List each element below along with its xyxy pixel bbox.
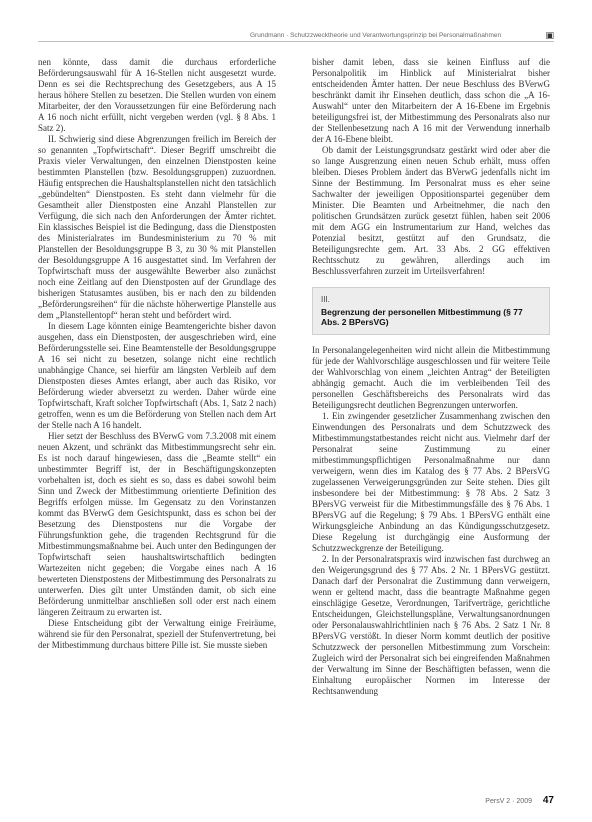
body-paragraph: In Personalangelegenheiten wird nicht allein die Mitbestimmung für jede der Wahlvorschläge ausgeschlossen und für weitere Teile der Wahlvorschlag von einem „leichten Antrag“ der Beteiligten abhängig gemacht. Auch die im verbleibenden Teil des personellen Geschäftsbereichs des Personalrats wird das Beteiligungsrecht deutlichen Begrenzungen unterworfen. xyxy=(312,345,550,410)
left-column xyxy=(38,57,276,651)
issue-label: PersV 2 · 2009 xyxy=(485,798,532,805)
body-paragraph: 1. Ein zwingender gesetzlicher Zusammenhang zwischen den Einwendungen des Personalrats und dem Schutzzweck des Mitbestimmungstatbestandes reicht nicht aus. Vielmehr darf der Personalrat seine Zustimmung zu einer mitbestimmungspflichtigen Personalmaßnahme nur dann verweigern, wenn dies im Katalog des § 77 Abs. 2 BPersVG zugelassenen Verweigerungsgründen zur Seite stehen. Dies gilt insbesondere bei der Mitbestimmung: § 78 Abs. 2 Satz 3 BPersVG verweist für die Mitbestimmungsfälle des § 76 Abs. 1 BPersVG auf die Regelung; § 79 Abs. 1 BPersVG enthält eine Wirkungsgleiche Anbindung an das Kündigungsschutzgesetz. Diese Regelung ist durchgängig eine Ausformung der Schutzzweckgrenze der Beteiligung. xyxy=(312,411,550,553)
header-rule xyxy=(38,41,554,42)
running-header xyxy=(38,30,554,44)
section-heading-box xyxy=(312,287,550,335)
running-title: Grundmann · Schutzzwecktheorie und Verantwortungsprinzip bei Personalmaßnahmen xyxy=(250,32,502,39)
body-paragraph: II. Schwierig sind diese Abgrenzungen freilich im Bereich der so genannten „Topfwirtschaft“. Dieser Begriff umschreibt die Praxis vieler Verwaltungen, den einzelnen Dienstposten keine bestimmten Planstellen (bzw. Besoldungsgruppen) zuzuordnen. Häufig entsprechen die Haushaltsplanstellen nicht den tatsächlich „gebündelten“ Dienstposten. Es steht dann vielmehr für die Gesamtheit aller Dienstposten eine Anzahl Planstellen zur Verfügung, die sich nach den Anforderungen der Ämter richtet. Ein klassisches Beispiel ist die Bedingung, dass die Dienstposten des Ministerialrates im Bundesministerium zu 70 % mit Planstellen der Besoldungsgruppe B 3, zu 30 % mit Planstellen der Besoldungsgruppe A 16 ausgestattet sind. Im Verfahren der Topfwirtschaft muss der ausgewählte Bewerber also zunächst noch eine Zeitlang auf den Dienstposten auf der Grundlage des bisherigen Statusamtes ausüben, bis er nach den zu bildenden „Beförderungsreihen“ für die nächste höherwertige Planstelle aus dem „Planstellentopf“ heran steht und befördert wird. xyxy=(38,134,276,320)
body-paragraph: nen könnte, dass damit die durchaus erforderliche Beförderungsauswahl für A 16-Stellen nicht ausgesetzt wurde. Denn es sei die Rechtsprechung des Gesetzgebers, aus A 15 heraus höhere Stellen zu besetzen. Die Stellen wurden von einem Mitarbeiter, der den Voraussetzungen für eine Beförderung nach A 16 noch nicht erfüllt, nicht vergeben werden (vgl. § 8 Abs. 1 Satz 2). xyxy=(38,57,276,133)
page-footer xyxy=(38,796,554,810)
page-number: 47 xyxy=(542,795,554,806)
corner-mark-icon: ▣ xyxy=(545,30,554,40)
body-paragraph: Hier setzt der Beschluss des BVerwG vom 7.3.2008 mit einem neuen Akzent, und schränkt das Mitbestimmungsrecht sehr ein. Es ist noch darauf hingewiesen, dass die „Beamte stellt“ ein unbestimmter Begriff ist, der in Beschäftigungskonzepten vorbehalten ist, doch es sieht es so, dass es dabei sowohl beim Sinn und Zweck der Mitbestimmung orientierte Definition des Begriffs erfolgen müsse. Im Gegensatz zu den Vorinstanzen kommt das BVerwG dem Gesichtspunkt, dass es schon bei der Besetzung des Dienstpostens nur die Vorgabe der Führungsfunktion gehe, die tragenden Rechtsgrund für die Mitbestimmungsmaßnahme bei. Auch unter den Bedingungen der Topfwirtschaft seien haushaltswirtschaftlich bedingten Wartezeiten nicht gegeben; die Vorgabe eines nach A 16 bewerteten Dienstpostens der Mitbestimmung des Personalrats zu unterwerfen. Dies gilt unter Umständen damit, ob sich eine Beförderung unmittelbar anschließen soll oder erst nach einem längeren Zeitraum zu erwarten ist. xyxy=(38,431,276,617)
body-paragraph: Diese Entscheidung gibt der Verwaltung einige Freiräume, während sie für den Personalrat, speziell der Stufenvertretung, bei der Mitbestimmung durchaus bittere Pille ist. Sie musste sieben xyxy=(38,618,276,650)
body-paragraph: In diesem Lage könnten einige Beamtengerichte bisher davon ausgehen, dass ein Dienstposten, der ausgeschrieben wird, eine Beförderungsstelle sei. Eine Beamtenstelle der Besoldungsgruppe A 16 sei nicht zu besetzen, solange nicht eine rechtlich unabhängige Chance, sei hierfür am längsten Verbleib auf dem Dienstposten dieses Amtes erlangt, aber auch das Risiko, vor Beförderung wieder abversetzt zu werden. Daher würde eine Topfwirtschaft, Kraft solcher Topfwirtschaft (Abs. 1, Satz 2 nach) getroffen, wenn es um die Beförderung von Stellen nach dem Art der Stelle nach A 16 handelt. xyxy=(38,321,276,430)
body-paragraph: 2. In der Personalratspraxis wird inzwischen fast durchweg an den Weigerungsgrund des § 77 Abs. 2 Nr. 1 BPersVG gestützt. Danach darf der Personalrat die Zustimmung dann verweigern, wenn er geltend macht, dass die beantragte Maßnahme gegen einschlägige Gesetze, Verordnungen, Tarifverträge, gerichtliche Entscheidungen, Gleichstellungspläne, Verwaltungsanordnungen oder Personalauswahlrichtlinien nach § 76 Abs. 2 Satz 1 Nr. 8 BPersVG verstößt. In dieser Norm kommt deutlich der positive Schutzzweck der personellen Mitbestimmung zum Vorschein: Zugleich wird der Personalrat sich bei eingreifenden Maßnahmen der Verwaltung im Sinne der Beschäftigten befassen, wenn die Einhaltung europäischer Normen im Interesse der Rechtsanwendung xyxy=(312,554,550,696)
right-column xyxy=(312,57,550,697)
section-title: Begrenzung der personellen Mitbestimmung (§ 77 Abs. 2 BPersVG) xyxy=(321,307,523,327)
section-number: III. xyxy=(321,295,330,304)
body-paragraph: bisher damit leben, dass sie keinen Einfluss auf die Personalpolitik im Hinblick auf Ministerialrat bisher entscheidenden Ämter hatten. Der neue Beschluss des BVerwG beschränkt damit ihr Einsehen deutlich, dass schon die „A 16-Auswahl“ unter den Mitarbeitern der A 16-Ebene im Ergebnis beteiligungsfrei ist, der Mitbestimmung des Personalrats also nur der Stellenbesetzung nach A 16 mit der Verwendung innerhalb der A 16-Ebene bleibt. xyxy=(312,57,550,144)
body-paragraph: Ob damit der Leistungsgrundsatz gestärkt wird oder aber die so lange Ausgrenzung einen neuen Schub erhält, muss offen bleiben. Dieses Problem ändert das BVerwG jedenfalls nicht im Sinne der Bestimmung. Im Personalrat muss es eher seine Sachwalter der jeweiligen Oppositionspartei gegenüber dem Minister. Die Beamten und Arbeitnehmer, die nach den politischen Grundsätzen zurück gesetzt fühlen, haben seit 2006 mit dem AGG ein Instrumentarium zur Hand, welches das Potenzial besitzt, gestützt auf den Grundsatz, die Beteiligungsrechte gem. Art. 33 Abs. 2 GG effektiven Rechtsschutz zu gewähren, allerdings auch im Beschlussverfahren zurzeit im Urteilsverfahren! xyxy=(312,145,550,276)
